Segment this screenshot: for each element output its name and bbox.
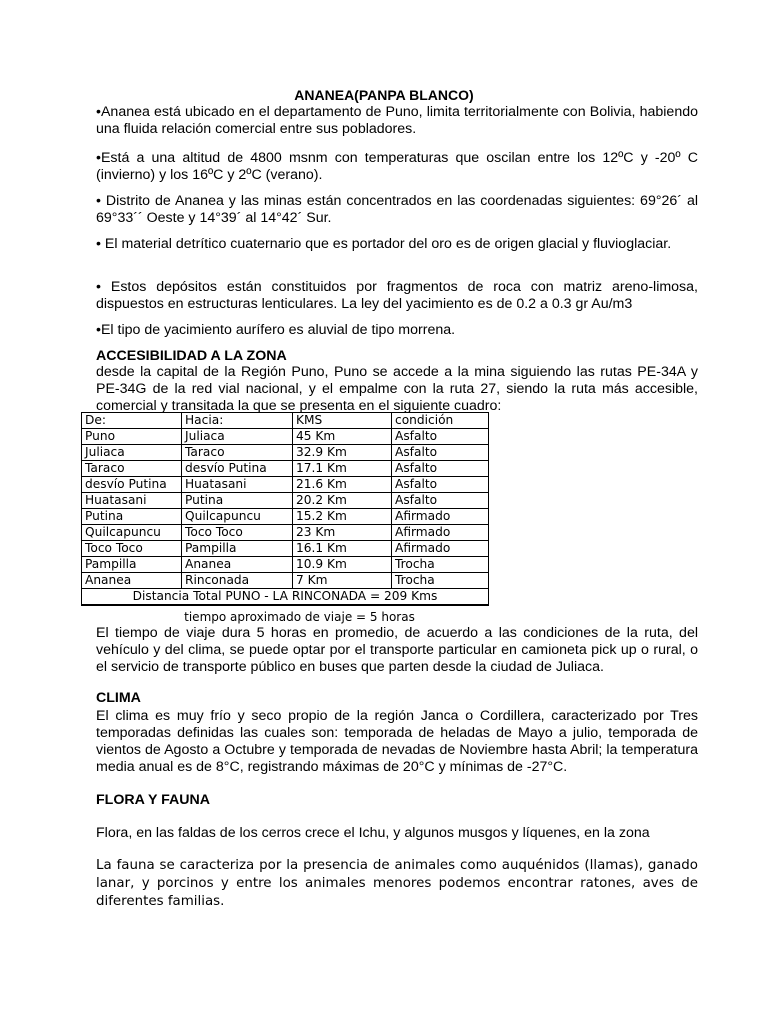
bullet-deposits: • Estos depósitos están constituidos por fragmentos de roca con matriz areno-limosa, dispuestos en estructuras lenticulares. La ley del yacimiento es de 0.2 a 0.3 gr Au/m3: [96, 279, 698, 312]
access-intro: desde la capital de la Región Puno, Puno se accede a la mina siguiendo las rutas PE-34A y PE-34G de la red vial nacional, y el empalme con la ruta 27, siendo la ruta más accesible, comercial y transitada la que se presenta en el siguiente cuadro:: [96, 364, 698, 414]
table-cell: desvío Putina: [182, 461, 293, 477]
table-cell: Putina: [82, 509, 182, 525]
table-header-cell: KMS: [293, 413, 392, 429]
table-row: [82, 493, 489, 509]
table-row: [82, 429, 489, 445]
table-cell: Asfalto: [392, 461, 489, 477]
table-row: [82, 573, 489, 589]
route-table-grid: [81, 412, 489, 606]
table-cell: Huatasani: [82, 493, 182, 509]
table-cell: Juliaca: [82, 445, 182, 461]
table-row: [82, 557, 489, 573]
table-cell: Juliaca: [182, 429, 293, 445]
table-total-cell: Distancia Total PUNO - LA RINCONADA = 209 Kms: [82, 589, 489, 606]
table-header-row: [82, 413, 489, 429]
table-cell: 15.2 Km: [293, 509, 392, 525]
table-cell: 21.6 Km: [293, 477, 392, 493]
table-cell: 7 Km: [293, 573, 392, 589]
table-cell: Huatasani: [182, 477, 293, 493]
table-cell: Asfalto: [392, 493, 489, 509]
table-cell: Asfalto: [392, 445, 489, 461]
table-cell: Ananea: [82, 573, 182, 589]
document-title: ANANEA(PANPA BLANCO): [294, 87, 474, 103]
table-cell: Puno: [82, 429, 182, 445]
table-cell: Toco Toco: [182, 525, 293, 541]
bullet-location: •Ananea está ubicado en el departamento de Puno, limita territorialmente con Bolivia, habiendo una fluida relación comercial entre sus pobladores.: [96, 104, 698, 137]
table-row: [82, 445, 489, 461]
table-row: [82, 509, 489, 525]
table-row: [82, 477, 489, 493]
table-cell: Afirmado: [392, 525, 489, 541]
table-cell: Trocha: [392, 573, 489, 589]
table-cell: Pampilla: [182, 541, 293, 557]
table-cell: 16.1 Km: [293, 541, 392, 557]
table-cell: Taraco: [82, 461, 182, 477]
table-total-row: [82, 589, 489, 606]
travel-time-note: tiempo aproximado de viaje = 5 horas: [184, 610, 415, 624]
table-row: [82, 525, 489, 541]
table-cell: Rinconada: [182, 573, 293, 589]
table-cell: 17.1 Km: [293, 461, 392, 477]
table-cell: Taraco: [182, 445, 293, 461]
bullet-altitude: •Está a una altitud de 4800 msnm con temperaturas que oscilan entre los 12ºC y -20º C (invierno) y los 16ºC y 2ºC (verano).: [96, 150, 698, 183]
bullet-material: • El material detrítico cuaternario que es portador del oro es de origen glacial y fluvioglaciar.: [96, 236, 672, 252]
table-cell: Pampilla: [82, 557, 182, 573]
access-after-text: El tiempo de viaje dura 5 horas en promedio, de acuerdo a las condiciones de la ruta, del vehículo y del clima, se puede optar por el transporte particular en camioneta pick up o rural, o el servicio de transporte público en buses que parten desde la ciudad de Juliaca.: [96, 625, 698, 675]
table-cell: Ananea: [182, 557, 293, 573]
table-cell: desvío Putina: [82, 477, 182, 493]
table-cell: Putina: [182, 493, 293, 509]
flora-text: Flora, en las faldas de los cerros crece el Ichu, y algunos musgos y líquenes, en la zona: [96, 825, 650, 841]
table-header-cell: Hacia:: [182, 413, 293, 429]
table-cell: 20.2 Km: [293, 493, 392, 509]
table-cell: Afirmado: [392, 509, 489, 525]
flora-fauna-heading: FLORA Y FAUNA: [96, 792, 211, 808]
table-cell: Toco Toco: [82, 541, 182, 557]
table-header-cell: De:: [82, 413, 182, 429]
table-cell: Quilcapuncu: [182, 509, 293, 525]
table-header-cell: condición: [392, 413, 489, 429]
table-cell: Asfalto: [392, 477, 489, 493]
access-heading: ACCESIBILIDAD A LA ZONA: [96, 348, 287, 364]
table-cell: Trocha: [392, 557, 489, 573]
table-row: [82, 541, 489, 557]
table-cell: 45 Km: [293, 429, 392, 445]
table-cell: 23 Km: [293, 525, 392, 541]
table-cell: Afirmado: [392, 541, 489, 557]
table-cell: Quilcapuncu: [82, 525, 182, 541]
bullet-deposit-type: •El tipo de yacimiento aurífero es aluvial de tipo morrena.: [96, 322, 456, 338]
route-table: [85, 412, 508, 624]
table-row: [82, 461, 489, 477]
table-cell: Asfalto: [392, 429, 489, 445]
bullet-coordinates: • Distrito de Ananea y las minas están concentrados en las coordenadas siguientes: 69°26´ al 69°33´´ Oeste y 14°39´ al 14°42´ Sur.: [96, 193, 698, 226]
fauna-text: La fauna se caracteriza por la presencia de animales como auquénidos (llamas), ganado lanar, y porcinos y entre los animales menores podemos encontrar ratones, aves de diferentes familias.: [96, 858, 698, 909]
climate-heading: CLIMA: [96, 690, 141, 706]
table-cell: 10.9 Km: [293, 557, 392, 573]
climate-text: El clima es muy frío y seco propio de la región Janca o Cordillera, caracterizado por Tres temporadas definidas las cuales son: temporada de heladas de Mayo a julio, temporada de vientos de Agosto a Octubre y temporada de nevadas de Noviembre hasta Abril; la temperatura media anual es de 8°C, registrando máximas de 20°C y mínimas de -27°C.: [96, 708, 698, 775]
table-cell: 32.9 Km: [293, 445, 392, 461]
